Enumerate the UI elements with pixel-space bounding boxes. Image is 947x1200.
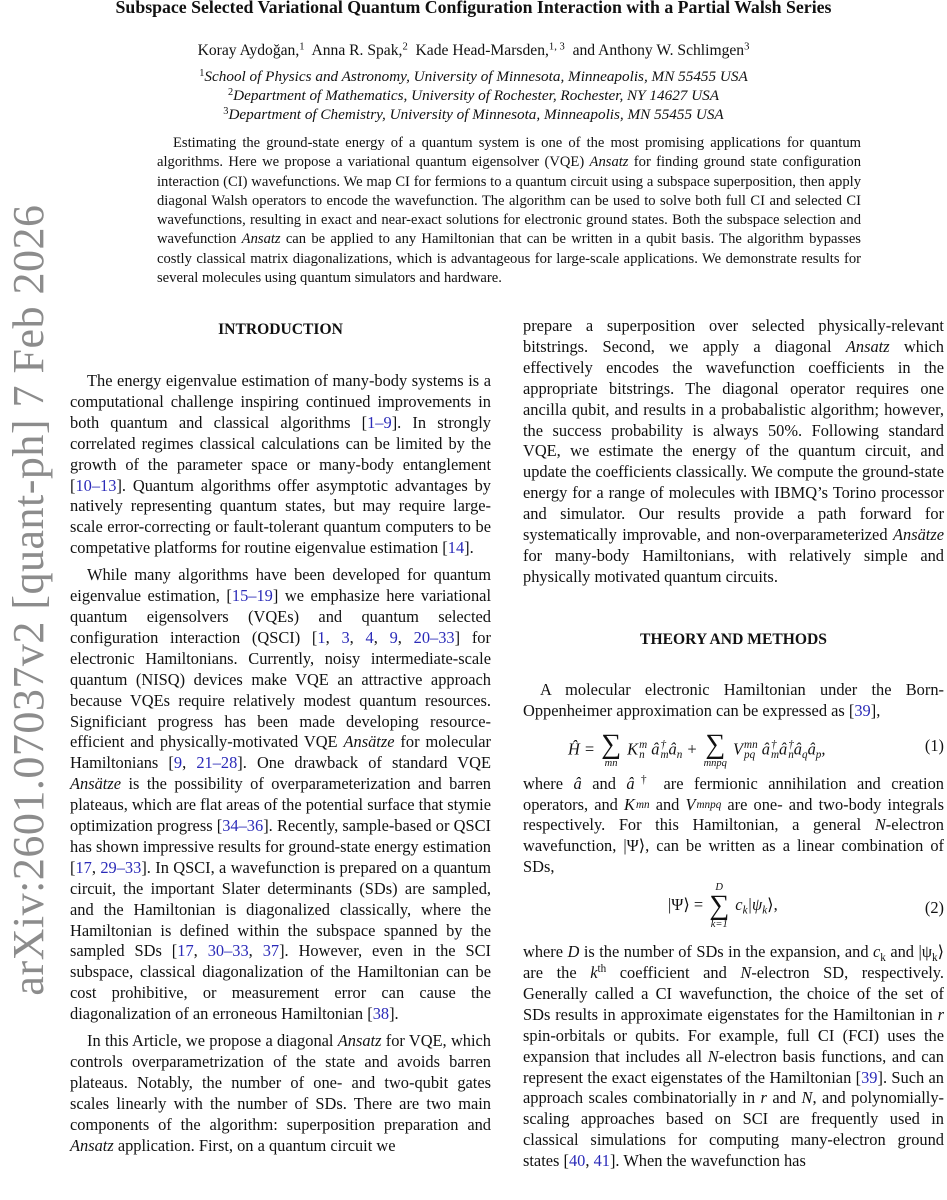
citation-link[interactable]: 3: [341, 627, 350, 647]
equation-hamiltonian: Ĥ = ∑ mn K m n â † m $â_n$ + ∑ mnpq V mn pq â † m â † n $â_qâ_p$, (1): [568, 728, 944, 769]
paragraph: While many algorithms have been developed for quantum eigenvalue estimation, [15–19] we emphasize here variational quantum eigensolvers (VQEs) and quantum selected configuration interaction (QSCI) [1, 3, 4, 9, 20–33] for electronic Hamiltonians. Currently, noisy intermediate-scale quantum (NISQ) devices make VQE an attractive approach because VQEs require relatively modest quantum resources. Significiant progress has been made developing resource-efficient and physically-motivated VQE Ansätze for molecular Hamiltonians [9, 21–28]. One drawback of standard VQE Ansätze is the possibility of overparameterization and barren plateaus, which are flat areas of the potential surface that stymie optimization progress [34–36]. Recently, sample-based or QSCI has shown impressive results for ground-state energy estimation [17, 29–33]. In QSCI, a wavefunction is prepared on a quantum circuit, the important Slater determinants (SDs) are sampled, and the Hamiltonian is diagonalized classically, where the Hamiltonian is defined within the subspace spanned by the sampled SDs [17, 30–33, 37]. However, even in the SCI subspace, classical diagonalization of the Hamiltonian can be cost prohibitive, or measurement error can cause the diagonalization of an erroneous Hamiltonian [38].: [70, 565, 492, 1024]
citation-link[interactable]: 15–19: [231, 586, 273, 606]
affiliation: $^1$School of Physics and Astronomy, University of Minnesota, Minneapolis, MN 55455 USA: [199, 67, 748, 85]
citation-link[interactable]: 39: [861, 1067, 878, 1087]
citation-link[interactable]: 9: [173, 753, 183, 773]
equation-wavefunction: |Ψ⟩ = D ∑ k=1 $c_k|\psi_k⟩$, (2): [668, 882, 944, 931]
citation-link[interactable]: 30–33: [207, 941, 249, 961]
citation-link[interactable]: 17: [75, 857, 92, 877]
summation-symbol: ∑ mn: [601, 728, 622, 769]
section-heading-theory: THEORY AND METHODS: [640, 630, 827, 648]
paragraph: where â and â† are fermionic annihilation and creation operators, and Kmn and Vmnpq are one- and two-body integrals respectively. For this Hamiltonian, a general N-electron wavefunction, |Ψ⟩, can be written as a linear combination of SDs,: [523, 773, 944, 877]
citation-link[interactable]: 1–9: [367, 412, 392, 432]
arxiv-identifier: arXiv:2601.07037v2 [quant-ph] 7 Feb 2026: [4, 204, 53, 996]
summation-symbol: ∑ mnpq: [703, 728, 727, 769]
right-column: [523, 316, 944, 1172]
citation-link[interactable]: 21–28: [196, 753, 238, 773]
author: and Anthony W. Schlimgen$^3$: [572, 41, 750, 59]
citation-link[interactable]: 39: [854, 700, 871, 720]
citation-link[interactable]: 40: [568, 1151, 586, 1171]
citation-link[interactable]: 1: [317, 627, 326, 647]
citation-link[interactable]: 38: [372, 1004, 390, 1024]
citation-link[interactable]: 10–13: [75, 475, 117, 495]
paragraph: where D is the number of SDs in the expansion, and $c_k$ and $|\psi_k⟩$ are the $k^{th}$ coefficient and N-electron SD, respectively. Generally called a CI wavefunction, the choice of the set of SDs results in approximate eigenstates for the Hamiltonian in r spin-orbitals or qubits. For example, full CI (FCI) uses the expansion that includes all N-electron basis functions, and can represent the exact eigenstates of the Hamiltonian [39]. Such an approach scales combinatorially in r and N, and polynomially-scaling approaches based on SCI are frequently used in classical simulations for computing many-electron ground states [40, 41]. When the wavefunction has: [523, 942, 945, 1171]
affiliation: $^3$Department of Chemistry, University of Minnesota, Minneapolis, MN 55455 USA: [223, 105, 724, 123]
citation-link[interactable]: 4: [365, 627, 374, 647]
citation-link[interactable]: 34–36: [222, 816, 264, 836]
citation-link[interactable]: 37: [262, 941, 280, 961]
abstract: Estimating the ground-state energy of a quantum system is one of the most promising applications for quantum algorithms. Here we propose a variational quantum eigensolver (VQE) Ansatz for finding ground state configuration interaction (CI) wavefunctions. We map CI for fermions to a quantum circuit using a subspace superposition, then apply diagonal Walsh operators to encode the wavefunction. The algorithm can be used to solve both full CI and selected CI wavefunctions, resulting in exact and near-exact solutions for electronic ground states. Both the subspace selection and wavefunction Ansatz can be applied to any Hamiltonian that can be written in a qubit basis. The algorithm bypasses costly classical matrix diagonalizations, which is advantageous for large-scale applications. We demonstrate results for several molecules using quantum simulators and hardware.: [157, 135, 861, 287]
paragraph: prepare a superposition over selected physically-relevant bitstrings. Second, we apply a diagonal Ansatz which effectively encodes the wavefunction coefficients in the appropriate bitstrings. The diagonal operator requires one ancilla qubit, and results in a probabalistic algorithm; however, the success probability is always 50%. Following standard VQE, we estimate the energy of the quantum circuit, and update the coefficients classically. We compute the ground-state energy for a range of molecules with IBMQ’s Torino processor and simulator. Our results provide a path forward for systematically improvable, and non-overparameterized Ansätze for many-body Hamiltonians, with relatively simple and physically motivated quantum circuits.: [523, 316, 944, 586]
paragraph: In this Article, we propose a diagonal Ansatz for VQE, which controls overparametrization of the state and avoids barren plateaus. Notably, the number of one- and two-qubit gates scales linearly with the number of SDs. There are two main components of the algorithm: superposition preparation and Ansatz application. First, on a quantum circuit we: [70, 1031, 491, 1155]
citation-link[interactable]: 17: [177, 941, 194, 961]
summation-symbol: D ∑ k=1: [709, 882, 730, 931]
author-list: [0, 41, 947, 61]
equation-number: (2): [924, 898, 944, 918]
left-column: [70, 320, 491, 1157]
citation-link[interactable]: 41: [593, 1151, 610, 1171]
citation-link[interactable]: 20–33: [413, 627, 455, 647]
citation-link[interactable]: 9: [389, 627, 398, 647]
section-heading-introduction: INTRODUCTION: [218, 321, 343, 338]
author: Kade Head-Marsden,$^{1, 3}$: [415, 41, 565, 59]
equation-number: (1): [924, 735, 944, 755]
affiliation: $^2$Department of Mathematics, University of Rochester, Rochester, NY 14627 USA: [227, 86, 720, 104]
citation-link[interactable]: 29–33: [100, 857, 142, 877]
paragraph: The energy eigenvalue estimation of many-body systems is a computational challenge inspiring continued improvements in both quantum and classical algorithms [1–9]. In strongly correlated regimes classical calculations can be limited by the growth of the parameter space or many-body entanglement [10–13]. Quantum algorithms offer asymptotic advantages by natively representing quantum states, but may require large-scale error-correcting or fault-tolerant quantum computers to be competative platforms for routine eigenvalue estimation [14].: [70, 371, 491, 558]
paragraph: A molecular electronic Hamiltonian under the Born-Oppenheimer approximation can be expressed as [39],: [523, 679, 944, 720]
paper-title: Subspace Selected Variational Quantum Configuration Interaction with a Partial Walsh Series: [115, 0, 832, 17]
author: Koray Aydoğan,$^1$: [197, 41, 305, 59]
author: Anna R. Spak,$^2$: [311, 41, 408, 59]
citation-link[interactable]: 14: [447, 538, 465, 558]
